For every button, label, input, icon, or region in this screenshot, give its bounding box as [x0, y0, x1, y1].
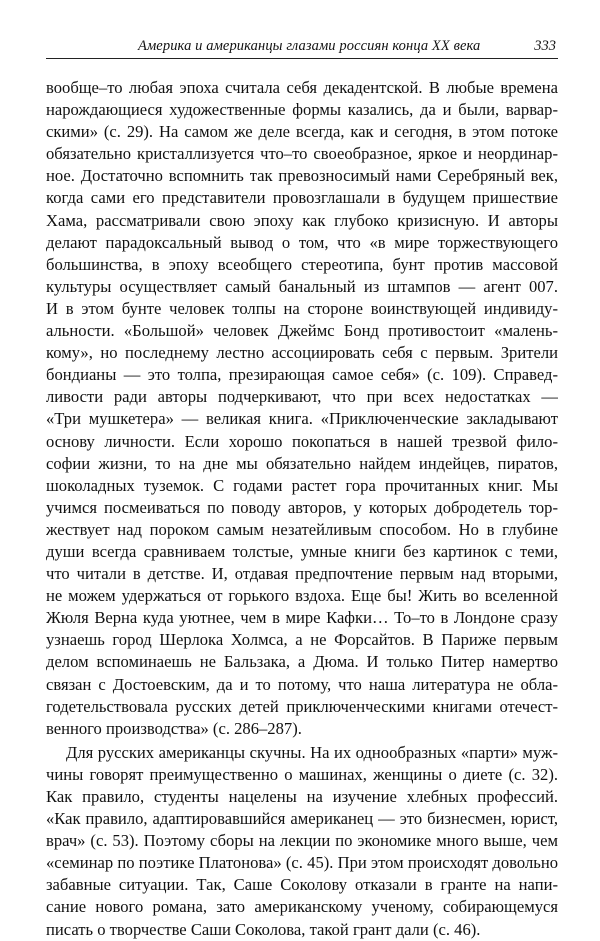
- text-line: нарождающиеся художественные формы казались, да и были, варвар-: [46, 100, 558, 120]
- text-line: писать о творчестве Саши Соколова, такой грант дали (с. 46).: [46, 919, 481, 939]
- text-line: делом вспоминаешь не Бальзака, а Дюма. И только Питер намертво: [46, 652, 558, 672]
- running-title: Америка и американцы глазами россиян конца XX века: [138, 38, 481, 54]
- text-line: шоколадных туземок. С годами растет гора прочитанных книг. Мы: [46, 475, 558, 495]
- text-line: делают парадоксальный вывод о том, что «в мире торжествующего: [46, 232, 558, 252]
- text-line: скими» (с. 29). На самом же деле всегда, как и сегодня, в этом потоке: [46, 122, 558, 142]
- text-line: когда сами его представители провозглашали в будущем пришествие: [46, 188, 558, 208]
- text-line: забавные ситуации. Так, Саше Соколову отказали в гранте на напи-: [46, 875, 558, 895]
- text-line: жествует над пороком самым незатейливым способом. Но в глубине: [46, 519, 558, 539]
- text-line: И в этом бунте человек толпы на стороне воинствующей индивиду-: [46, 298, 558, 318]
- text-line: связан с Достоевским, да и то потому, что наша литература не обла-: [46, 674, 558, 694]
- text-line: Хама, рассматривали свою эпоху как глубоко кризисную. И авторы: [46, 210, 558, 230]
- text-line: Для русских американцы скучны. На их однообразных «парти» муж-: [66, 742, 558, 762]
- text-line: основу личности. Если хорошо покопаться в нашей трезвой фило-: [46, 431, 558, 451]
- paragraph: [46, 77, 558, 740]
- text-line: «семинар по поэтике Платонова» (с. 45). При этом происходят довольно: [46, 853, 558, 873]
- text-line: что читали в детстве. И, отдавая предпочтение первым над вторыми,: [46, 564, 558, 584]
- text-line: «Три мушкетера» — великая книга. «Приключенческие закладывают: [46, 409, 558, 429]
- text-line: софии жизни, то на дне мы обязательно найдем индейцев, пиратов,: [46, 453, 558, 473]
- running-header: [46, 34, 558, 59]
- text-line: ное. Достаточно вспомнить так превозносимый нами Серебряный век,: [46, 166, 558, 186]
- text-line: венного производства» (с. 286–287).: [46, 718, 302, 738]
- text-line: учимся посмеиваться по поводу авторов, у которых добродетель тор-: [46, 497, 558, 517]
- text-line: Жюля Верна куда уютнее, чем в мире Кафки… То–то в Лондоне сразу: [46, 608, 558, 628]
- text-line: альности. «Большой» человек Джеймс Бонд противостоит «малень-: [46, 321, 558, 341]
- text-line: Как правило, студенты нацелены на изучение хлебных профессий.: [46, 787, 558, 806]
- body-text: [46, 77, 558, 941]
- text-line: обязательно кристаллизуется что–то своеобразное, яркое и неординар-: [46, 144, 558, 164]
- text-line: узнаешь город Шерлока Холмса, а не Форсайтов. В Париже первым: [46, 630, 558, 650]
- text-line: сание нового романа, зато американскому ученому, собирающемуся: [46, 897, 558, 917]
- text-line: бондианы — это толпа, презирающая самое себя» (с. 109). Справед-: [46, 365, 558, 385]
- text-line: врач» (с. 53). Поэтому сборы на лекции по экономике много выше, чем: [46, 831, 558, 851]
- text-line: души всегда сравниваем толстые, умные книги без картинок с теми,: [46, 541, 558, 561]
- text-line: вообще–то любая эпоха считала себя декадентской. В любые времена: [46, 78, 558, 97]
- text-line: ливости ради авторы подчеркивают, что при всех недостатках —: [46, 387, 558, 407]
- text-line: кому», но последнему лестно ассоциировать себя с первым. Зрители: [46, 343, 558, 363]
- text-line: не можем удержаться от горького вздоха. Еще бы! Жить во вселенной: [46, 586, 558, 606]
- text-line: чины говорят преимущественно о машинах, женщины о диете (с. 32).: [46, 764, 558, 784]
- text-line: большинства, в эпоху всеобщего стереотипа, бунт против массовой: [46, 254, 558, 274]
- page-number: 333: [534, 38, 556, 54]
- text-line: культуры осуществляет самый банальный из штампов — агент 007.: [46, 276, 558, 296]
- text-line: «Как правило, адаптировавшийся американец — это бизнесмен, юрист,: [46, 809, 558, 829]
- paragraph: [46, 742, 558, 941]
- text-line: годетельствовала русских детей приключенческими книгами отечест-: [46, 696, 558, 716]
